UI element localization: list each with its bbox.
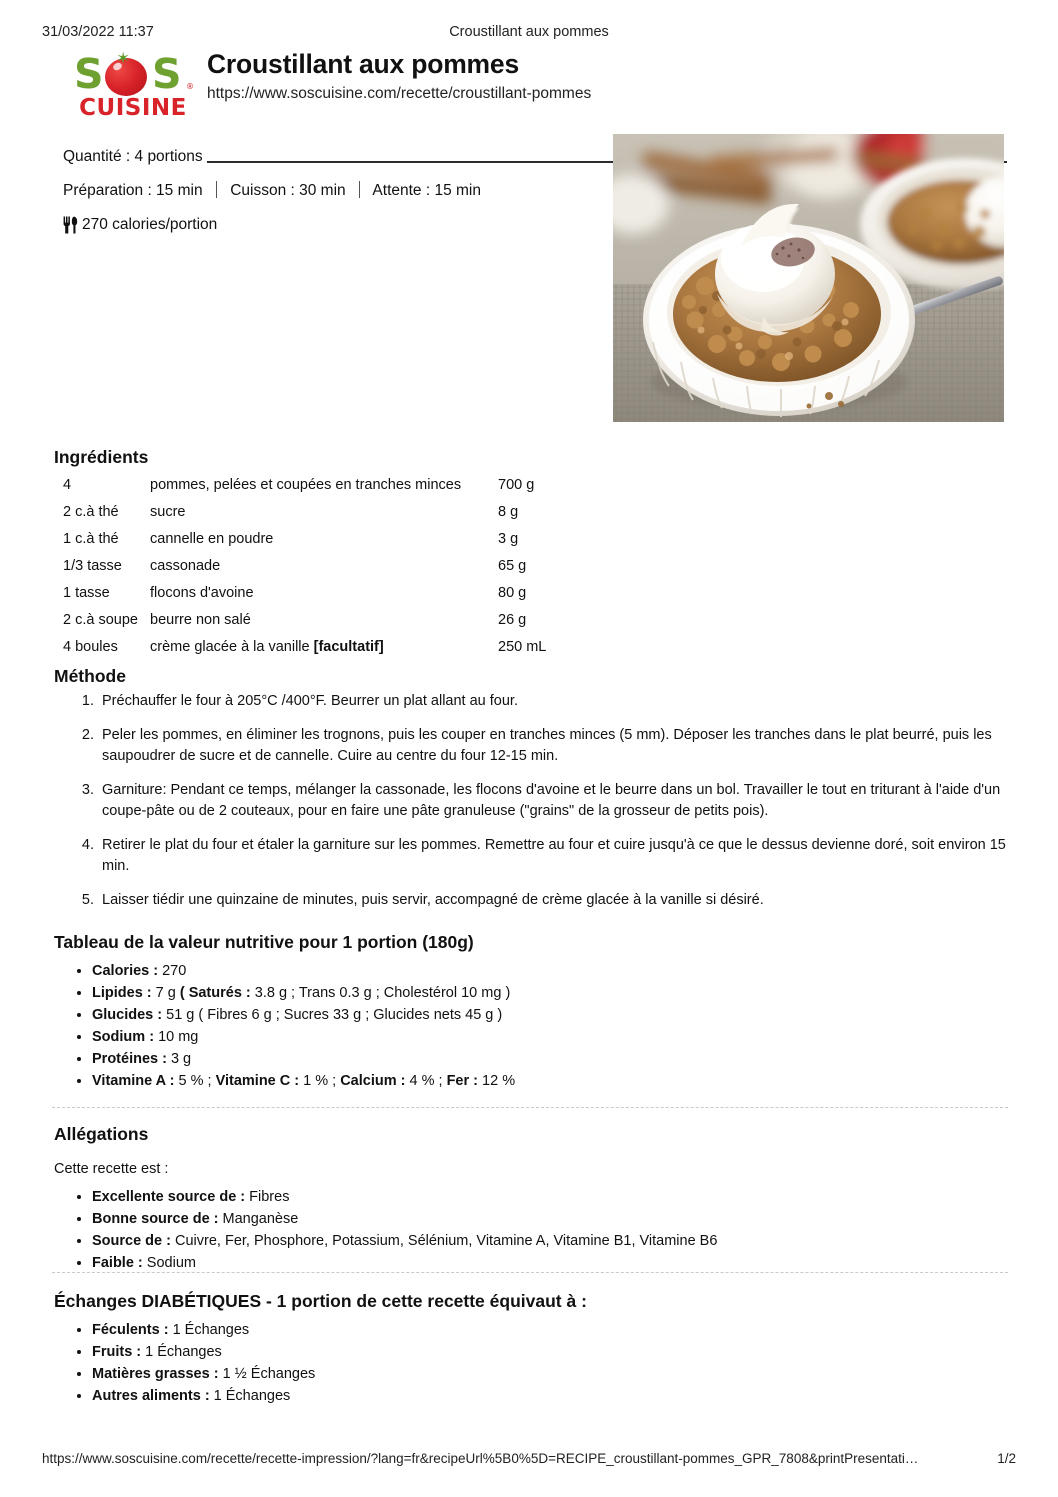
section-divider-1 [52, 1107, 1008, 1108]
list-item: 3. Garniture: Pendant ce temps, mélanger la cassonade, les flocons d'avoine et le beurre dans un bol. Travailler le tout en triturant à l'aide d'un coupe-pâte ou de 2 couteaux, pour en faire une pâte granuleuse ("grains" de la grosseur de petits pois). [98, 780, 1012, 822]
ingredient-weight: 250 mL [498, 638, 547, 655]
exchange-value: 1 Échanges [213, 1388, 291, 1404]
ingredient-name [150, 633, 498, 660]
nutrition-label: Protéines : [92, 1051, 171, 1067]
nutrition-value: 10 mg [158, 1029, 199, 1045]
list-item: 2. Peler les pommes, en éliminer les trognons, puis les couper en tranches minces (5 mm). Déposer les tranches dans le plat beurré, puis les saupoudrer de sucre et de cannelle. Cuire au centre du four 12-15 min. [98, 725, 1012, 767]
ingredient-name-text: flocons d'avoine [150, 584, 254, 601]
nutrition-list [54, 961, 1012, 1092]
allegation-value: Cuivre, Fer, Phosphore, Potassium, Sélénium, Vitamine A, Vitamine B1, Vitamine B6 [175, 1233, 718, 1249]
logo-letter-s-right: S [152, 50, 181, 98]
exchange-label: Féculents : [92, 1322, 173, 1338]
exchange-value: 1 Échanges [172, 1322, 250, 1338]
allegation-value: Fibres [249, 1189, 290, 1205]
meta-calories: 270 calories/portion [82, 216, 218, 233]
vitamin-label: Fer : [446, 1073, 483, 1089]
allegations-section [54, 1123, 1012, 1275]
meta-calories-line [63, 214, 583, 236]
list-item [92, 1342, 1012, 1363]
masthead [0, 48, 1058, 126]
meta-separator-1 [216, 181, 217, 198]
ingredients-heading: Ingrédients [54, 447, 149, 467]
allegations-list [54, 1187, 1012, 1274]
exchange-label: Autres aliments : [92, 1388, 214, 1404]
ingredient-quantity: 1/3 tasse [63, 557, 122, 574]
ingredient-optional-tag: [facultatif] [313, 638, 384, 655]
list-item [92, 1187, 1012, 1208]
ingredient-weight: 3 g [498, 530, 519, 547]
exchange-label: Fruits : [92, 1344, 146, 1360]
logo-word-cuisine: CUISINE [79, 95, 187, 121]
section-divider-2 [52, 1272, 1008, 1273]
vitamin-label: Vitamine A : [92, 1073, 179, 1089]
ingredient-name [150, 552, 498, 579]
list-item [92, 1253, 1012, 1274]
nutrition-label: Lipides : [92, 985, 156, 1001]
recipe-meta [63, 146, 583, 236]
tomato-leaf-icon: ✶ [116, 49, 131, 69]
ingredient-quantity: 1 c.à thé [63, 530, 119, 547]
meta-separator-2 [359, 181, 360, 198]
recipe-photo [613, 134, 1004, 422]
allegations-intro: Cette recette est : [54, 1161, 169, 1177]
meta-cooking: Cuisson : 30 min [230, 182, 346, 199]
nutrition-label: Sodium : [92, 1029, 159, 1045]
print-footer [0, 1451, 1058, 1471]
logo-letter-s-left: S [74, 50, 103, 98]
nutrition-sub-label: ( Saturés : [179, 985, 255, 1001]
list-item [92, 1005, 1012, 1026]
print-page-title: Croustillant aux pommes [449, 24, 609, 40]
ingredient-quantity: 1 tasse [63, 584, 110, 601]
registered-mark-icon: ® [186, 82, 194, 91]
meta-preparation: Préparation : 15 min [63, 182, 203, 199]
ingredient-quantity: 4 [63, 476, 72, 493]
soscuisine-logo [74, 49, 194, 121]
nutrition-label: Calories : [92, 963, 163, 979]
nutrition-value: 7 g [155, 985, 180, 1001]
ingredients-table-body [54, 471, 564, 660]
method-section [54, 665, 1012, 911]
vitamin-value: 12 % [482, 1073, 516, 1089]
exchange-value: 1 Échanges [145, 1344, 222, 1360]
ingredients-table [54, 471, 564, 660]
table-row [54, 579, 564, 606]
ingredient-weight: 80 g [498, 584, 527, 601]
table-row [54, 606, 564, 633]
meta-waiting: Attente : 15 min [372, 182, 481, 199]
exchanges-section [54, 1290, 1012, 1408]
ingredient-name [150, 471, 498, 498]
list-item [92, 1231, 1012, 1252]
masthead-text [207, 48, 1007, 104]
ingredient-name [150, 525, 498, 552]
nutrition-heading: Tableau de la valeur nutritive pour 1 portion (180g) [54, 932, 474, 952]
list-item [92, 1071, 1012, 1092]
vitamin-label: Calcium : [340, 1073, 410, 1089]
ingredient-weight: 26 g [498, 611, 527, 628]
vitamin-label: Vitamine C : [215, 1073, 304, 1089]
method-steps-list [54, 691, 1012, 911]
list-item [92, 1386, 1012, 1407]
ingredient-name [150, 606, 498, 633]
nutrition-label: Glucides : [92, 1007, 167, 1023]
list-item: 5. Laisser tiédir une quinzaine de minutes, puis servir, accompagné de crème glacée à la vanille si désiré. [98, 890, 1012, 911]
recipe-photo-illustration [613, 134, 1004, 422]
allegation-label: Source de : [92, 1233, 175, 1249]
print-source-url: https://www.soscuisine.com/recette/recette-impression/?lang=fr&recipeUrl%5B0%5D=RECIPE_croustillant-pommes_GPR_7808&printPresentati… [42, 1451, 919, 1466]
allegation-value: Sodium [146, 1255, 196, 1271]
ingredient-name-text: sucre [150, 503, 186, 520]
allegation-label: Excellente source de : [92, 1189, 250, 1205]
allegations-heading: Allégations [54, 1124, 149, 1144]
ingredient-quantity: 4 boules [63, 638, 118, 655]
list-item [92, 1320, 1012, 1341]
ingredient-weight: 700 g [498, 476, 535, 493]
method-heading: Méthode [54, 666, 126, 686]
ingredient-name-text: crème glacée à la vanille [150, 638, 314, 655]
table-row [54, 471, 564, 498]
list-item: 4. Retirer le plat du four et étaler la garniture sur les pommes. Remettre au four et cuire jusqu'à ce que le dessus devienne doré, soit environ 15 min. [98, 835, 1012, 877]
print-date: 31/03/2022 11:37 [42, 24, 154, 40]
allegation-label: Faible : [92, 1255, 147, 1271]
vitamin-value: 4 % ; [409, 1073, 447, 1089]
table-row [54, 498, 564, 525]
list-item [92, 1364, 1012, 1385]
list-item [92, 961, 1012, 982]
print-page-number: 1/2 [997, 1451, 1016, 1466]
ingredient-weight: 65 g [498, 557, 527, 574]
ingredient-quantity: 2 c.à soupe [63, 611, 138, 628]
nutrition-value: 3 g [170, 1051, 192, 1067]
fork-knife-icon [63, 216, 78, 234]
ingredient-name-text: pommes, pelées et coupées en tranches minces [150, 476, 462, 493]
ingredient-quantity: 2 c.à thé [63, 503, 119, 520]
table-row [54, 552, 564, 579]
list-item [92, 1209, 1012, 1230]
exchange-value: 1 ½ Échanges [222, 1366, 316, 1382]
logo-wordmark-top [74, 49, 194, 98]
allegation-label: Bonne source de : [92, 1211, 223, 1227]
list-item [92, 1027, 1012, 1048]
ingredient-weight: 8 g [498, 503, 519, 520]
nutrition-section [54, 931, 1012, 1093]
print-header [0, 24, 1058, 44]
list-item [92, 983, 1012, 1004]
table-row [54, 525, 564, 552]
table-row [54, 633, 564, 660]
ingredients-section [54, 446, 614, 660]
meta-quantity: Quantité : 4 portions [63, 148, 203, 165]
page-title: Croustillant aux pommes [207, 49, 519, 79]
ingredient-name-text: beurre non salé [150, 611, 251, 628]
nutrition-value: 270 [162, 963, 187, 979]
vitamin-value: 1 % ; [303, 1073, 341, 1089]
ingredient-name-text: cassonade [150, 557, 221, 574]
exchange-label: Matières grasses : [92, 1366, 223, 1382]
exchanges-list [54, 1320, 1012, 1407]
nutrition-value: 51 g ( Fibres 6 g ; Sucres 33 g ; Glucides nets 45 g ) [166, 1007, 503, 1023]
nutrition-sub-value: 3.8 g ; Trans 0.3 g ; Cholestérol 10 mg ) [254, 985, 511, 1001]
meta-times [63, 180, 583, 202]
ingredient-name-text: cannelle en poudre [150, 530, 274, 547]
ingredient-name [150, 498, 498, 525]
ingredient-name [150, 579, 498, 606]
list-item [92, 1049, 1012, 1070]
allegation-value: Manganèse [222, 1211, 299, 1227]
recipe-url[interactable]: https://www.soscuisine.com/recette/croustillant-pommes [207, 85, 592, 102]
vitamin-value: 5 % ; [178, 1073, 216, 1089]
exchanges-heading: Échanges DIABÉTIQUES - 1 portion de cette recette équivaut à : [54, 1291, 587, 1311]
list-item: 1. Préchauffer le four à 205°C /400°F. Beurrer un plat allant au four. [98, 691, 1012, 712]
